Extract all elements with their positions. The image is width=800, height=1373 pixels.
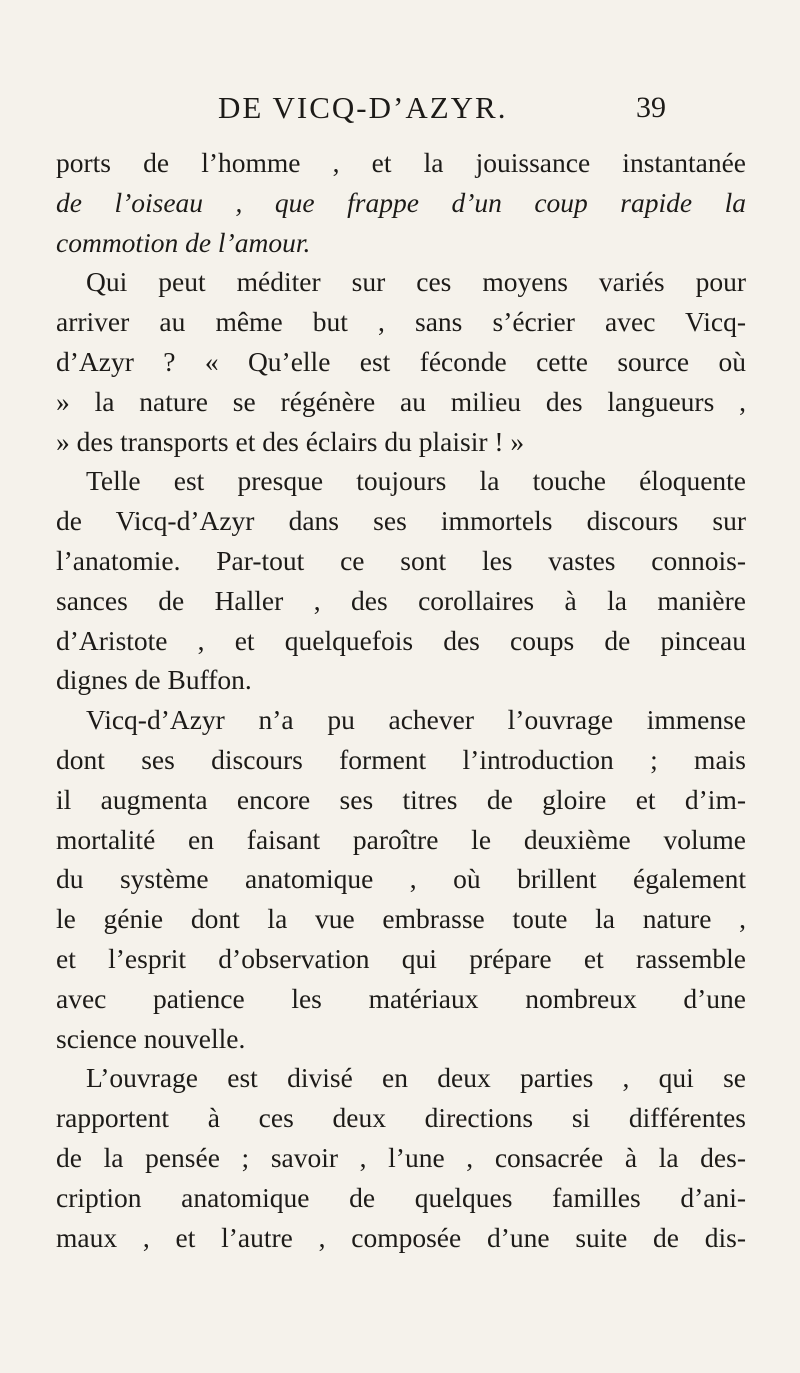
text-line: science nouvelle. [56, 1022, 246, 1054]
text-line: d’Aristote , et quelquefois des coups de pinceau [56, 624, 746, 656]
text-line: l’anatomie. Par-tout ce sont les vastes connois- [56, 544, 746, 576]
text-line: de la pensée ; savoir , l’une , consacrée à la des- [56, 1141, 746, 1173]
text-line-italic: commotion de l’amour. [56, 226, 311, 258]
text-line: rapportent à ces deux directions si différentes [56, 1102, 746, 1134]
text-line: cription anatomique de quelques familles d’ani- [56, 1181, 746, 1213]
text-line: avec patience les matériaux nombreux d’une [56, 982, 746, 1014]
paragraph-start: Qui peut méditer sur ces moyens variés pour [86, 266, 746, 298]
text-line: d’Azyr ? « Qu’elle est féconde cette source où [56, 345, 746, 377]
text-line: du système anatomique , où brillent également [56, 863, 746, 895]
page-number: 39 [636, 91, 666, 124]
text-line: ports de l’homme , et la jouissance instantanée [56, 147, 746, 178]
text-line: mortalité en faisant paroître le deuxième volume [56, 823, 746, 855]
page-header [0, 88, 800, 132]
text-line: dignes de Buffon. [56, 664, 252, 696]
paragraph-start: L’ouvrage est divisé en deux parties , qui se [86, 1062, 746, 1094]
text-line: sances de Haller , des corollaires à la manière [56, 584, 746, 616]
text-line: » des transports et des éclairs du plaisir ! » [56, 425, 525, 457]
paragraph-start: Vicq-d’Azyr n’a pu achever l’ouvrage immense [86, 704, 746, 736]
text-line: le génie dont la vue embrasse toute la nature , [56, 903, 746, 935]
text-line: de Vicq-d’Azyr dans ses immortels discours sur [56, 505, 746, 537]
body-text [56, 143, 746, 1257]
text-line: dont ses discours forment l’introduction ; mais [56, 743, 746, 775]
paragraph-start: Telle est presque toujours la touche éloquente [86, 465, 746, 497]
text-line: il augmenta encore ses titres de gloire et d’im- [56, 783, 746, 815]
text-line-italic: de l’oiseau , que frappe d’un coup rapide la [56, 186, 746, 218]
running-title: DE VICQ-D’AZYR. [218, 90, 508, 125]
text-line: maux , et l’autre , composée d’une suite de dis- [56, 1221, 746, 1253]
text-line: arriver au même but , sans s’écrier avec Vicq- [56, 306, 746, 338]
text-line: » la nature se régénère au milieu des langueurs , [56, 385, 746, 417]
text-line: et l’esprit d’observation qui prépare et rassemble [56, 942, 746, 974]
